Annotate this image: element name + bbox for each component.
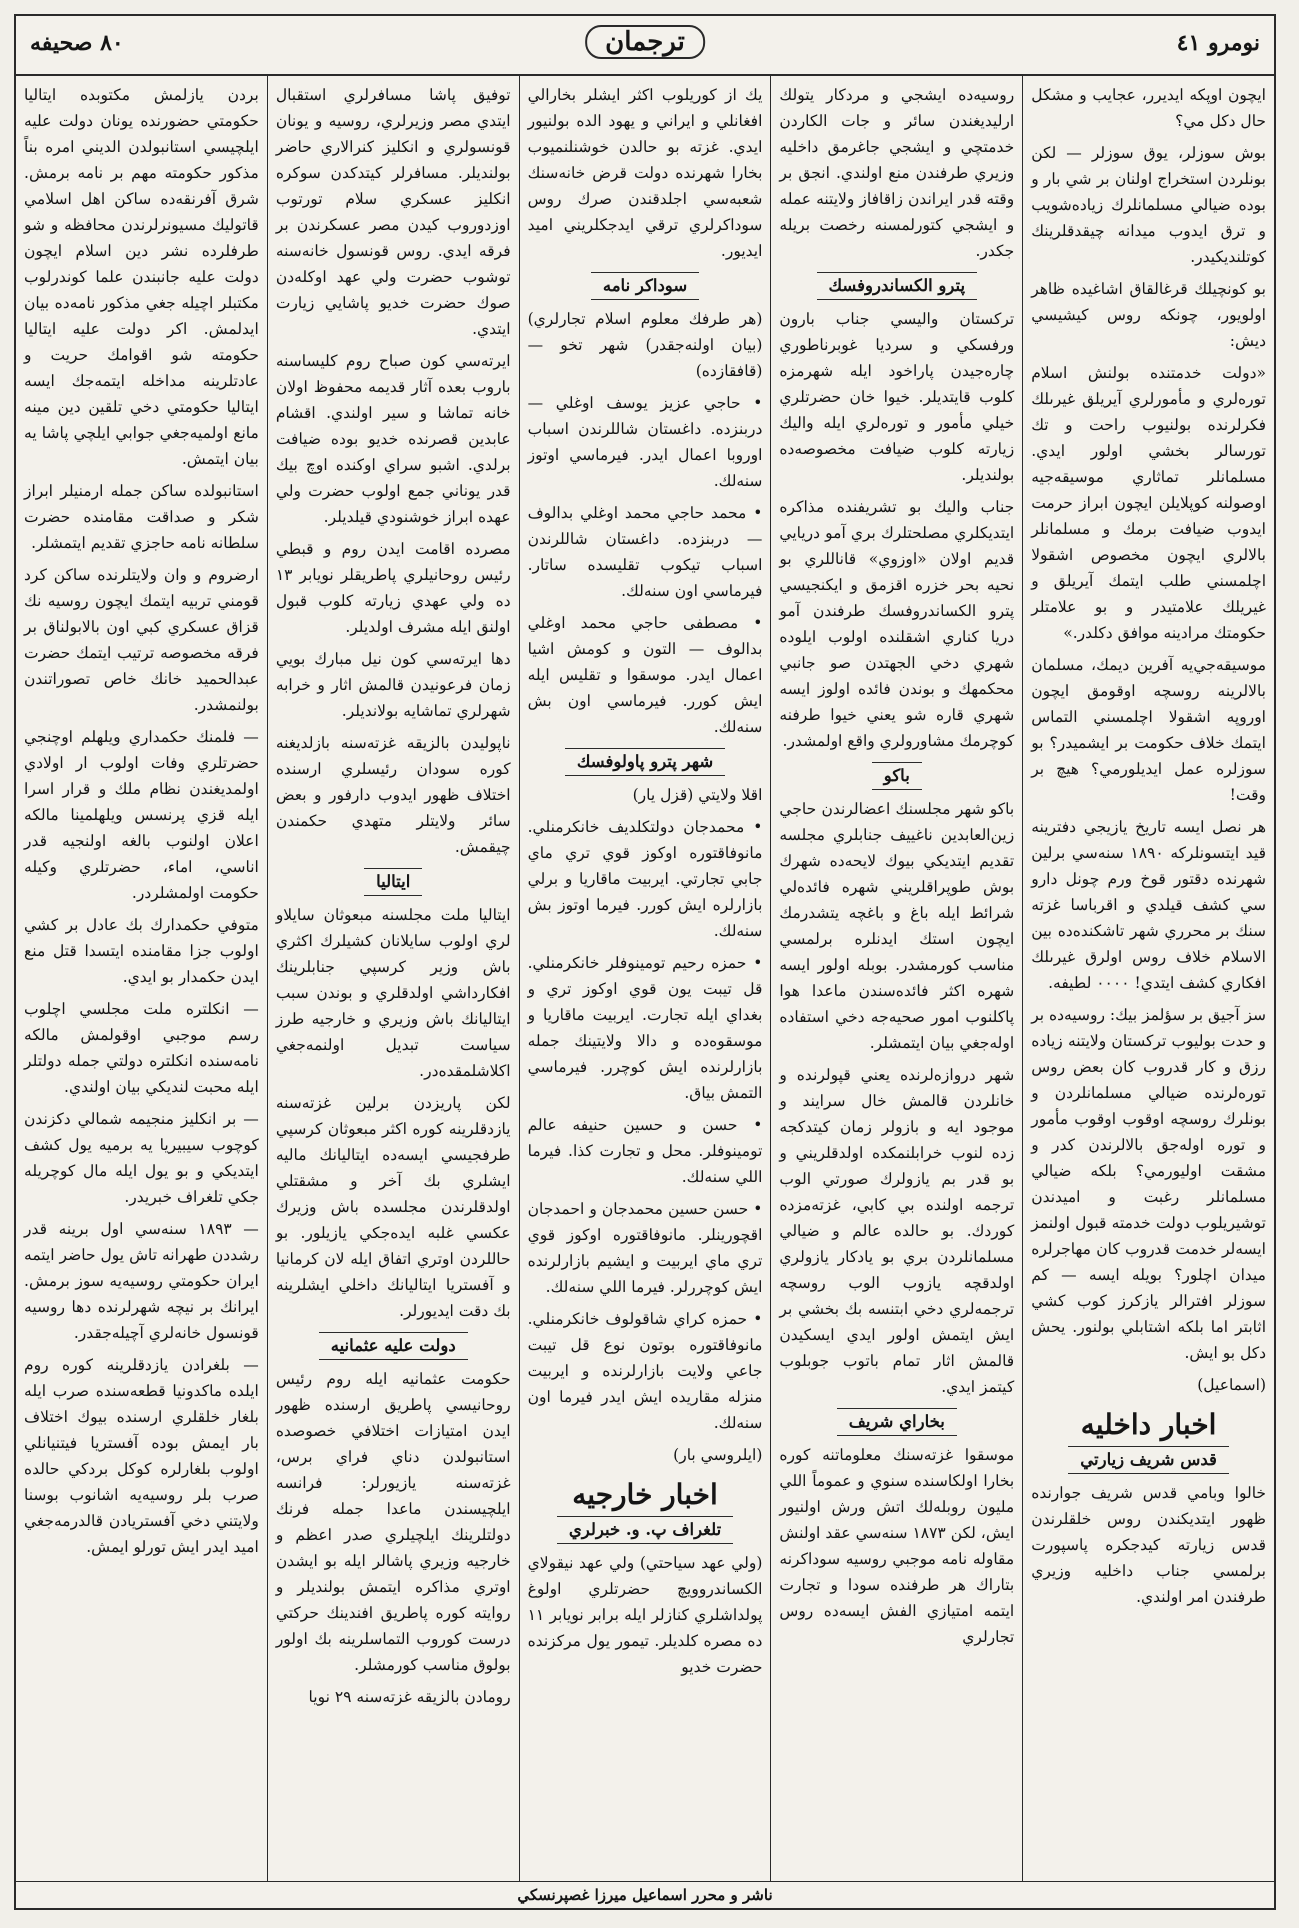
article-paragraph: «دولت خدمتنده بولنش اسلام تورەلري و مأمورلري آيريلق غيرىلك فكرلرنده بولنيوب راحت و تك تورسالر بخشي اولور ايدي. مسلمانلر تماثاري‌ موسيقه‌جيه اوصولنه كوپلايلن ايچون ابراز حرمت ايدوب ضيافت برمك و مسلمانلر بالالري ايچون مخصوص اشقولا اچلمسني طلب ايتمك آيريلق و غيريلك علامتيدر و بو علامتلر حكومتك مرادينه موافق دكلدر.» (1031, 364, 1266, 642)
article-title (779, 1408, 1014, 1436)
publisher-line: ناشر و محرر اسماعيل ميرزا غصپرنسكي (16, 1881, 1274, 1908)
article-paragraph: ايرته‌سي كون صباح روم كليساسنه باروب بعده آثار قديمه محفوظ اولان خانه تماشا و سير اولندي. اقشام عابدين قصرنده خديو بوده ضيافت برلدي. اشبو سراي اوكنده اوچ بيك قدر يوناني جمع اولوب حضرت ولي عهده ابراز خوشنودي قيلديلر. (275, 352, 511, 526)
article-paragraph: باكو شهر مجلسنك اعضالرندن حاجي زين‌العابدين ناغييف جنابلري مجلسه تقديم ايتديكي بيوك لايحه‌ده شهرك بوش طوپراقلريني شهره فائده‌لي شرائط ايله باغ و باغچه يتشدرمك ايچون استك ايدنلره برلمسي مناسب كورمشدر. بوبله اولور ايسه شهره اكثر فائده‌سندن ماعدا هوا پاكلنوب امور صحيه‌جه دخي استفاده اوله‌جغي بيان ايتمشلر. (779, 800, 1015, 1052)
article-paragraph: • محمد حاجي محمد اوغلي بدالوف — دربنزده. داغستان شاللرندن اسباب تيكوب تقليسده ساتار. فيرماسي اون سنه‌لك. (527, 504, 763, 600)
column-2 (770, 76, 1022, 1908)
article-paragraph: جناب واليك بو تشريفنده مذاكره ايتديكلري مصلحتلرك بري آمو دريايي قديم اولان «اوزوي» قاناللري بو نحيه بحر خزره اقزمق و ايكنجيسي پترو الكساندروفسك طرفندن آمو دريا كناري اشقلنده اولوب ايلوده شهري دخي الجهتدن صو جانبي محكمهك و بوندن فائده اولوز ايسه شهري قاره شو يعني خيوا طرفنه كوچرمك مشاورولري واقع اولمشدر. (779, 498, 1015, 750)
article-title-text: سوداكر نامه (591, 272, 699, 300)
article-paragraph: سز آجيق بر سؤلمز بيك: روسيه‌ده بر و حدت بوليوب تركستان ولايتنه زياده رزق و كار قدروب كان بعض روس تورەلرنده ضيالي مسلمانلردن و بونلرك روسچه اوقوب اوقوب مأمور و تورە اولەجق بالالرندن كدر و مشقت اوليورمي؟ بلكه ضيالي مسلمانلر رغبت و اميدندن توشيريلوب دولت خدمته قبول اولنمز ايسه‌لر خدمت قدروب كان مهاجرلره ميدان اچلور؟ بويله ايسه — كم سوزلر افترالر يازكرز كوب كشي اثابتر اما بلكه اشتابلي بولنور. يحش دكل بو ايش. (1031, 1006, 1266, 1362)
article-paragraph: • حسن حسين محمدجان و احمدجان اقچورينلر. مانوفاقتوره اوكوز قوي تري ماي ايربيت و ايشيم بازارلرنده ايش كوچررلر. فيرما اللي سنه‌لك. (527, 1200, 763, 1296)
article-paragraph: ناپوليدن بالزيقه غزته‌سنه بازلديغنه كوره سودان رئيسلري ارسنده اختلاف ظهور ايدوب دارفور و بعض سائر ولايتلر متهدي حكمندن چيقمش. (275, 734, 511, 856)
article-paragraph: ايتاليا ملت مجلسنه مبعوثان سايلاو لري اولوب سايلانان كشيلرك اكثري باش وزير كرسپي جنابلرينك افكارداشي اولدقلري و بوندن سبب ايتاليانك باش وزيري و خارجيه طرز سياست تبديل اولنمه‌جغي اكلاشلمقده‌در. (275, 906, 511, 1080)
article-paragraph: تركستان واليسي جناب بارون ورفسكي و سرديا غوبرناطوري چاره‌جيدن پاراخود ايله شهرمزه كلوب قايتديلر. خيوا خان حضرتلري خيلي مأمور و تورەلري ايله واليك زيارته كلوب ضيافت مخصوصه‌ده بولنديلر. (779, 310, 1015, 484)
article-paragraph: مصرده اقامت ايدن روم و قبطي رئيس روحانيلري پاطريقلر نويابر ١٣ ده ولي عهدي زيارته كلوب قبول اولنق ايله مشرف اولديلر. (275, 540, 511, 636)
article-paragraph: شهر دروازه‌لرنده يعني قپولرنده و خانلردن قالمش خال سرايند و موجود ايه و بازولر زمان كيتدكجه زده لنوب خرابلنمكده اولدقلريني و بو قدر بم يازولرك صورتي الوب ترجمه اولنده بي كابي، غزته‌مزده كوردك. بو حالده عالم و ضيالي مسلمانلردن بري بو يادكار يازولري اولدقچه يازوب الوب روسچه ترجمه‌لري دخي ابتنسه بك بخشي بر ايش ايتمش اولور ايدي ايسكيدن قالمش اثار تمام باتوب جوبلوب كيتمز ايدي. (779, 1066, 1015, 1396)
article-paragraph: بو كونچيلك قرغالقاق اشاغيده ظاهر اولويور، چونكه روس كيشيسي ديش: (1031, 280, 1266, 350)
article-paragraph: • حاجي عزيز يوسف اوغلي — دربنزده. داغستان شاللرندن اسباب اوروبا اعمال ايدر. فيرماسي اوتوز سنه‌لك. (527, 394, 763, 490)
column-5 (16, 76, 267, 1908)
article-paragraph: موسقوا غزته‌سنك معلوماتنه كوره بخارا اولكاسنده سنوي و عموماً اللي مليون روبله‌لك اتش ورش اولنيور ايش، لكن ١٨٧٣ سنه‌سي عقد اولنش مقاوله نامه موجبي روسيه سوداكرنه بتاراك هر طرفنده سودا و تجارت ايتمه امتيازي الفش ايسه‌ده روس تجارلري (779, 1446, 1015, 1646)
article-title (276, 868, 511, 896)
article-paragraph: — انكلتره ملت مجلسي اچلوب رسم موجبي اوقولمش مالكه نامه‌سنده انكلتره دولتي جمله دولتلر ايله محبت لنديكي بيان اولندي. (24, 1000, 259, 1096)
article-title (528, 748, 763, 776)
article-paragraph: هر نصل ايسه تاريخ يازيجي دفترينه قيد ايتسونلركه ١٨٩٠ سنه‌سي برلين شهرنده دقتور قوخ ورم چونل دارو سي كشف قيلدي و اقرباسا غزته سنك بر محرري شهر تاشكنده‌ده بين الاسلام خلاف روس اولرق غيرىلك افكاري كشف ايتدي! ٠٠٠٠ لطيفه. (1031, 818, 1266, 992)
column-1 (1022, 76, 1274, 1908)
article-paragraph: — بر انكليز منجيمه شمالي دكزندن كوچوب سيبيريا يه برميه يول كشف ايتديكي و بو يول ايله مال كوچريله جكي تلغراف خبريدر. (24, 1110, 259, 1206)
article-paragraph: بردن يازلمش مكتوبده ايتاليا حكومتي حضورنده يونان دولت عليه ايلچيسي استانبولدن الديني امره بناً مذكور حكومته مهم بر نامه برمش. شرق آفرنقه‌ده ساكن اهل اسلامي قاتوليك مسيونرلرندن محافظه و شو طرفلرده نشر دين اسلام ايچون دولت عليه جانبندن علما كوندرلوب مكتبلر اچيله جغي مذكور نامه‌ده بيان ايدلمش. اكر دولت عليه ايتاليا حكومته شو اقوامك حريت و عادتلرينه مداخله ايتمه‌جك ايسه ايتاليا حكومتي دخي تلقين دين مينه مانع اولميه‌جغي جوابي ايلچي پاشا يه بيان ايتمش. (24, 86, 259, 468)
article-paragraph: • حمزه كراي شاقولوف خانكرمنلي. مانوفاقتوره بوتون نوع قل تيبت جاعي ولايت بازارلرنده و ايربيت منزله مقاريده ايش ايدر فيرما اون سنه‌لك. (527, 1310, 763, 1432)
column-3 (519, 76, 771, 1908)
article-paragraph: — ١٨٩٣ سنه‌سي اول برينه قدر رشددن طهرانه تاش يول حاضر ايتمه ايران حكومتي روسيه‌يه سوز برمش. ايرانك بر نيچه شهرلرنده دها روسيه قونسول خانه‌لري آچيله‌جقدر. (24, 1220, 259, 1342)
article-title-text: دولت عليه عثمانيه (319, 1332, 468, 1360)
article-title (528, 1516, 763, 1544)
article-paragraph: — بلغرادن يازدقلرينه كوره روم ايلده ماكدونيا قطعه‌سنده صرب ايله بلغار خلقلري ارسنده بيوك اختلاف بار ايمش بوده آفستريا فيتنيانلي اولوب بلغارلره كوكل بردكي حالده صرب بلر روسيه‌يه اشانوب بوسنا ولايتني دخي آفستريادن قالدرمه‌جغي اميد ايدر ايش تورلو ايمش. (24, 1356, 259, 1556)
section-heading: اخبار خارجيه (572, 1478, 718, 1511)
issue-number: نومرو ٤١ (1176, 30, 1260, 56)
newspaper-title: ترجمان (585, 25, 705, 59)
article-title (779, 272, 1014, 300)
article-title (779, 762, 1014, 790)
page-label: ٨٠ صحيفه (30, 30, 124, 56)
article-paragraph: ايچون اوپكه ايديرر، عجايب و مشكل حال دكل مي؟ (1031, 86, 1266, 130)
newspaper-page (14, 14, 1276, 1910)
article-paragraph: اقلا ولايتي (قزل يار) (632, 786, 763, 804)
article-paragraph: بوش سوزلر، يوق سوزلر — لكن بونلردن استخراج اولنان بر شي بار و بوده ضيالي مسلمانلرك زياده‌شويب و ترق ايدوب ميدانه چيقدقلرينك كوتلنديكيدر. (1031, 144, 1266, 266)
section-heading: اخبار داخليه (1080, 1408, 1217, 1441)
article-title-text: باكو (872, 762, 922, 790)
article-paragraph: متوفي حكمدارك بك عادل بر كشي اولوب جزا مقامنده ايتسدا قتل منع ايدن حكمدار بو ايدي. (24, 916, 259, 986)
article-paragraph: • حمزه رحيم تومينوفلر خانكرمنلي. قل تيبت يون قوي اوكوز تري و بغداي ايله تجارت. ايربيت ماقاريا و موسقوه‌ده و دالا ولايتينك جمله بازارلرنده ايش كوچرر. فيرماسي التمش بياق. (527, 954, 763, 1102)
article-title (528, 272, 763, 300)
article-title-text: پترو الكساندروفسك (817, 272, 978, 300)
columns-container (16, 76, 1274, 1908)
article-title-text: بخاراي شريف (837, 1408, 957, 1436)
article-paragraph: (اسماعيل) (1197, 1376, 1266, 1394)
article-title-text: شهر پترو پاولوفسك (565, 748, 725, 776)
article-paragraph: (هر طرفك معلوم اسلام تجارلري) (بيان اولنه‌جقدر) شهر تخو — (قافقازده) (527, 310, 763, 380)
article-paragraph: توفيق پاشا مسافرلري استقبال ايتدي مصر وزيرلري، روسيه و يونان قونسولري و انكليز كنرالاري حاضر بولنديلر. مسافرلر كيتدكدن سوكره انكليز عسكري سلام تورتوب اوزدوروب كيدن مصر عسكرندن بر فرقه ايدي. روس قونسول خانه‌سنه توشوب حضرت ولي عهد اوكله‌دن صوك حضرت خديو پاشايي زيارت ايتدي. (275, 86, 511, 338)
article-paragraph: خالوا وبامي قدس شريف جوارنده ظهور ايتديكندن روس خلقلرندن قدس زيارته كيدجكره پاسپورت برلمسي جناب داخليه وزيري طرفندن امر اولندي. (1031, 1484, 1266, 1606)
article-paragraph: دها ايرته‌سي كون نيل مبارك بويي زمان فرعونيدن قالمش اثار و خرابه شهرلري تماشايه بولانديلر. (275, 650, 511, 720)
masthead (16, 16, 1274, 76)
article-paragraph: ارضروم و وان ولايتلرنده ساكن كرد قومني تربيه ايتمك ايچون روسيه نك قزاق عسكري كبي اون بالابولناق بر فرقه مخصوصه ترتيب ايتمك حضرت عبدالحميد خانك خاص تصوراتندن بولنمشدر. (24, 566, 259, 714)
article-paragraph: يك از كوريلوب اكثر ايشلر بخارالي افغانلي و ايراني و يهود الده بولنيور ايدي. غزته بو حالدن خوشنلنميوب بخارا شهرنده دولت قرض خانه‌سنك شعبه‌سي اجلدقندن صرك روس سوداكرلري ترقي ايدجكلريني اميد ايديور. (527, 86, 763, 260)
article-paragraph: حكومت عثمانيه ايله روم رئيس روحانيسي پاطريق ارسنده ظهور ايدن امتيازات اختلافي خصوصده استانبولدن دناي فراي برس، غزته‌سنه يازيورلر: فرانسه ايلچيسندن ماعدا جمله فرنك دولتلرينك ايلچيلري صدر اعظم و خارجيه وزيري پاشالر ايله بو ايشدن اوتري مذاكره ايتمش بولنديلر و روايته كوره پاطريق افندينك حركتي درست كوروب التماسلرينه بك اولور بولوق مناسب كورمشلر. (275, 1370, 511, 1674)
article-paragraph: موسيقه‌جي‌يه آفرين ديمك، مسلمان بالالرينه روسچه اوقومق ايچون اوروپه اشقولا اچلمسني التماس ايتمك خلاف حكومت بر ايشميدر؟ بو سوزلره عمل ايديلورمي؟ هيچ بر وقت! (1031, 656, 1266, 804)
article-paragraph: روسيه‌ده ايشجي و مردكار يتولك ارليديغندن سائر و جات الكاردن خدمتچي و ايشجي جاغرمق داخليه وزيري طرفندن منع اولندي. انجق بر وقته قدر ايراندن زاقافاز ولايتنه عمله و ايشجي كتورلمسنه رخصت بريله جكدر. (779, 86, 1015, 260)
article-paragraph: استانبولده ساكن جمله ارمنيلر ابراز شكر و صداقت مقامنده حضرت سلطانه نامه حاجزي تقديم ايتمشلر. (24, 482, 259, 552)
article-paragraph: (ولي عهد سياحتي) ولي عهد نيقولاي الكساندروويچ حضرتلري اولوغ پولداشلري كنازلر ايله برابر نويابر ١١ ده مصره كلديلر. تيمور يول مركزنده حضرت خديو (527, 1554, 763, 1676)
article-paragraph: • حسن و حسين حنيفه عالم تومينوفلر. محل و تجارت كذا. فيرما اللي سنه‌لك. (527, 1116, 763, 1186)
article-paragraph: • مصطفى حاجي محمد اوغلي بدالوف — التون و كومش اشيا اعمال ايدر. موسقوا و تقليس ايله ايش كورر. فيرماسي اون بش سنه‌لك. (527, 614, 763, 736)
article-title (276, 1332, 511, 1360)
article-title-text: تلغراف پ. و. خبرلري (557, 1516, 733, 1544)
column-4 (267, 76, 519, 1908)
article-paragraph: (ايلروسي بار) (673, 1446, 763, 1464)
article-title-text: قدس شريف زيارتي (1068, 1446, 1229, 1474)
article-paragraph: رومادن بالزيقه غزته‌سنه ٢٩ نويا (308, 1688, 511, 1706)
article-paragraph: — فلمنك حكمداري ويلهلم اوچنجي حضرتلري وفات اولوب ار اولادي اولمديغندن نظام ملك و قرار اسرا ايله قزي پرنسس ويلهلمينا مالكه اعلان اولنوب بالغه اولنجيه قدر اناسي، اماء، حضرتلري وكيله حكومت اولمشلردر. (24, 728, 259, 902)
article-title (1031, 1446, 1266, 1474)
article-paragraph: • محمدجان دولتكلديف خانكرمنلي. مانوفاقتوره اوكوز قوي تري ماي جابي تجارتي. ايربيت ماقاريا و برلي بازارلره ايش كورر. فيرما اوتوز بش سنه‌لك. (527, 818, 763, 940)
article-paragraph: لكن پاريزدن برلين غزته‌سنه يازدقلرينه كوره اكثر مبعوثان كرسپي طرفجيسي ايسه‌ده ايتاليانك ماليه ايشلري بك آخر و مشقتلي اولدقلرندن مجلسده باش وزيرك عكسي غلبه ايده‌جكي يازيلور. بو حاللردن اوتري اتفاق ايله لان كرمانيا و آفستريا ايتاليانك داخلي ايشلرينه بك دقت ايديورلر. (275, 1094, 511, 1320)
article-title-text: ايتاليا (364, 868, 422, 896)
